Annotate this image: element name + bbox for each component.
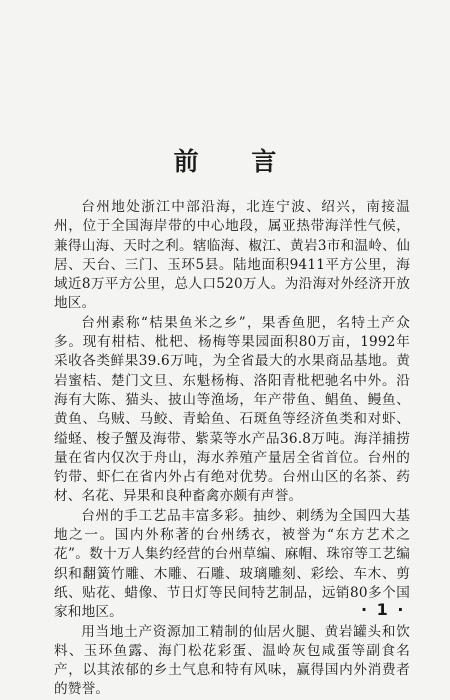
page-title: 前 言: [173, 147, 299, 176]
paragraph-2: 台州素称“桔果鱼米之乡”，果香鱼肥，名特土产众多。现有柑桔、枇杷、杨梅等果园面积80万亩，1992年采收各类鲜果39.6万吨，为全省最大的水果商品基地。黄岩蜜桔、楚门文旦、东魁杨梅、洛阳青枇杷驰名中外。沿海有大陈、猫头、披山等渔场，年产带鱼、鲳鱼、鳗鱼、黄鱼、乌贼、马鲛、青蛤鱼、石斑鱼等经济鱼类和对虾、缢蛏、梭子蟹及海带、紫菜等水产品36.8万吨。海洋捕捞量在省内仅次于舟山，海水养殖产量居全省首位。台州的钓带、虾仁在省内外占有绝对优势。台州山区的名茶、药材、名花、异果和良种畜禽亦颇有声誉。: [54, 314, 410, 505]
paragraph-3: 台州的手工艺品丰富多彩。抽纱、刺绣为全国四大基地之一。国内外称著的台州绣衣，被誉为“东方艺术之花”。数十万人集约经营的台州草编、麻帽、珠帘等工艺编织和翻簧竹雕、木雕、石雕、玻璃雕刻、彩绘、车木、剪纸、贴花、蜡像、节日灯等民间特艺制品，远销80多个国家和地区。: [54, 507, 410, 621]
body-text: [54, 198, 410, 700]
paragraph-4: 用当地土产资源加工精制的仙居火腿、黄岩罐头和饮料、玉环鱼露、海门松花彩蛋、温岭灰包咸蛋等副食名产，以其浓郁的乡土气息和特有风味，赢得国内外消费者的赞誉。: [54, 623, 410, 698]
paragraph-1: 台州地处浙江中部沿海，北连宁波、绍兴，南接温州，位于全国海岸带的中心地段，属亚热带海洋性气候，兼得山海、天时之利。辖临海、椒江、黄岩3市和温岭、仙居、天台、三门、玉环5县。陆地面积9411平方公里，海域近8万平方公里，总人口520万人。为沿海对外经济开放地区。: [54, 199, 410, 312]
page-number: · 1 ·: [361, 600, 406, 619]
